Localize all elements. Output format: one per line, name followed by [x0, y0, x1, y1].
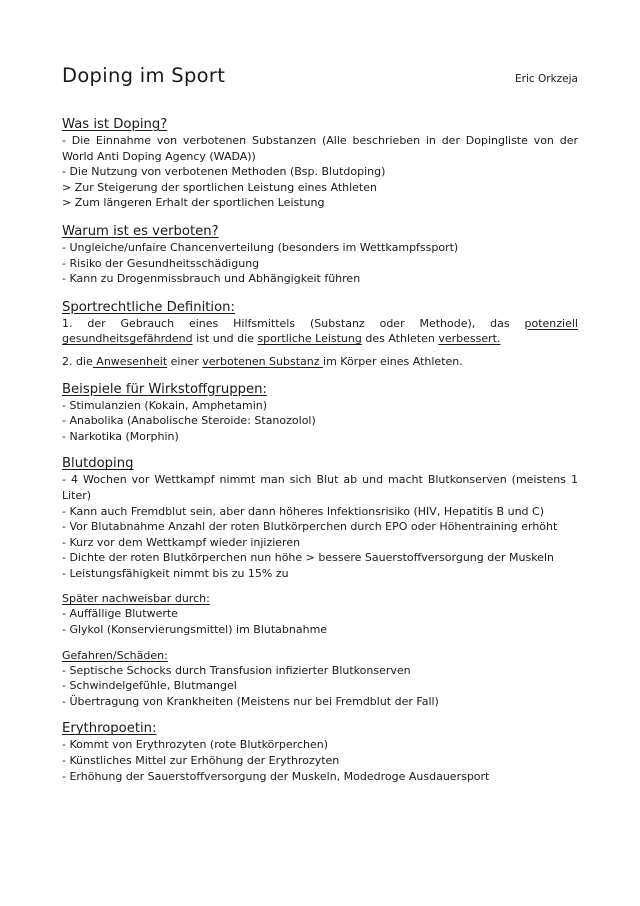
list-item: - Die Nutzung von verbotenen Methoden (Bsp. Blutdoping) — [62, 165, 386, 179]
section-was-ist-doping — [62, 116, 578, 211]
subheading-nachweis: Später nachweisbar durch: — [62, 592, 210, 606]
section-heading: Beispiele für Wirkstoffgruppen: — [62, 381, 267, 397]
section-heading: Blutdoping — [62, 456, 134, 472]
section-blutdoping — [62, 455, 578, 709]
document-title: Doping im Sport — [62, 64, 226, 87]
section-erythropoetin — [62, 720, 578, 784]
underlined-term: verbotenen Substanz — [202, 354, 324, 368]
list-item: - Künstliches Mittel zur Erhöhung der Erythrozyten — [62, 754, 340, 768]
section-sportrechtliche-definition — [62, 299, 578, 370]
list-item: - Auffällige Blutwerte — [62, 607, 178, 621]
list-item: - Ungleiche/unfaire Chancenverteilung (besonders im Wettkampfssport) — [62, 240, 459, 254]
section-heading: Was ist Doping? — [62, 117, 168, 132]
definition-paragraph-1: 1. der Gebrauch eines Hilfsmittels (Substanz oder Methode), das potenziell gesundheitsgefährdend ist und die sportliche Leistung des Athleten verbessert. — [62, 316, 578, 346]
subheading-gefahren: Gefahren/Schäden: — [62, 648, 168, 662]
list-item: - Septische Schocks durch Transfusion infizierter Blutkonserven — [62, 663, 411, 677]
list-item: - Kann auch Fremdblut sein, aber dann höheres Infektionsrisiko (HIV, Hepatitis B und C) — [62, 504, 544, 518]
section-wirkstoffgruppen — [62, 381, 578, 445]
document-page — [62, 64, 578, 784]
list-item: - Kommt von Erythrozyten (rote Blutkörperchen) — [62, 738, 328, 752]
underlined-term: Anwesenheit — [92, 354, 168, 368]
list-item: - 4 Wochen vor Wettkampf nimmt man sich Blut ab und macht Blutkonserven (meistens 1 Liter) — [62, 473, 578, 502]
list-item: - Übertragung von Krankheiten (Meistens nur bei Fremdblut der Fall) — [62, 694, 439, 708]
list-item: - Anabolika (Anabolische Steroide: Stanozolol) — [62, 414, 316, 428]
list-item: - Glykol (Konservierungsmittel) im Blutabnahme — [62, 623, 328, 637]
definition-paragraph-2: 2. die Anwesenheit einer verbotenen Substanz im Körper eines Athleten. — [62, 354, 463, 368]
list-item: - Schwindelgefühle, Blutmangel — [62, 679, 237, 693]
author-name: Eric Orkzeja — [515, 73, 578, 85]
section-warum-verboten — [62, 223, 578, 287]
list-item: - Vor Blutabnahme Anzahl der roten Blutkörperchen durch EPO oder Höhentraining erhöht — [62, 520, 558, 534]
list-item: - Dichte der roten Blutkörperchen nun höhe > bessere Sauerstoffversorgung der Muskeln — [62, 551, 554, 565]
underlined-term: potenziell gesundheitsgefährdend — [62, 316, 578, 346]
section-heading: Warum ist es verboten? — [62, 223, 219, 239]
list-item: - Kann zu Drogenmissbrauch und Abhängigkeit führen — [62, 272, 361, 286]
underlined-term: sportliche Leistung — [257, 332, 362, 346]
list-item: - Leistungsfähigkeit nimmt bis zu 15% zu — [62, 566, 289, 580]
list-item: > Zur Steigerung der sportlichen Leistung eines Athleten — [62, 180, 377, 194]
underlined-term: verbessert. — [438, 332, 501, 346]
list-item: - Stimulanzien (Kokain, Amphetamin) — [62, 398, 268, 412]
section-heading: Sportrechtliche Definition: — [62, 299, 235, 315]
section-heading: Erythropoetin: — [62, 721, 157, 737]
list-item: - Narkotika (Morphin) — [62, 429, 179, 443]
list-item: - Risiko der Gesundheitsschädigung — [62, 256, 260, 270]
list-item: - Erhöhung der Sauerstoffversorgung der Muskeln, Modedroge Ausdauersport — [62, 769, 490, 783]
list-item: - Kurz vor dem Wettkampf wieder injizieren — [62, 535, 301, 549]
list-item: > Zum längeren Erhalt der sportlichen Leistung — [62, 196, 325, 210]
title-row — [62, 64, 578, 104]
list-item: - Die Einnahme von verbotenen Substanzen (Alle beschrieben in der Dopingliste von der World Anti Doping Agency (WADA)) — [62, 134, 578, 163]
